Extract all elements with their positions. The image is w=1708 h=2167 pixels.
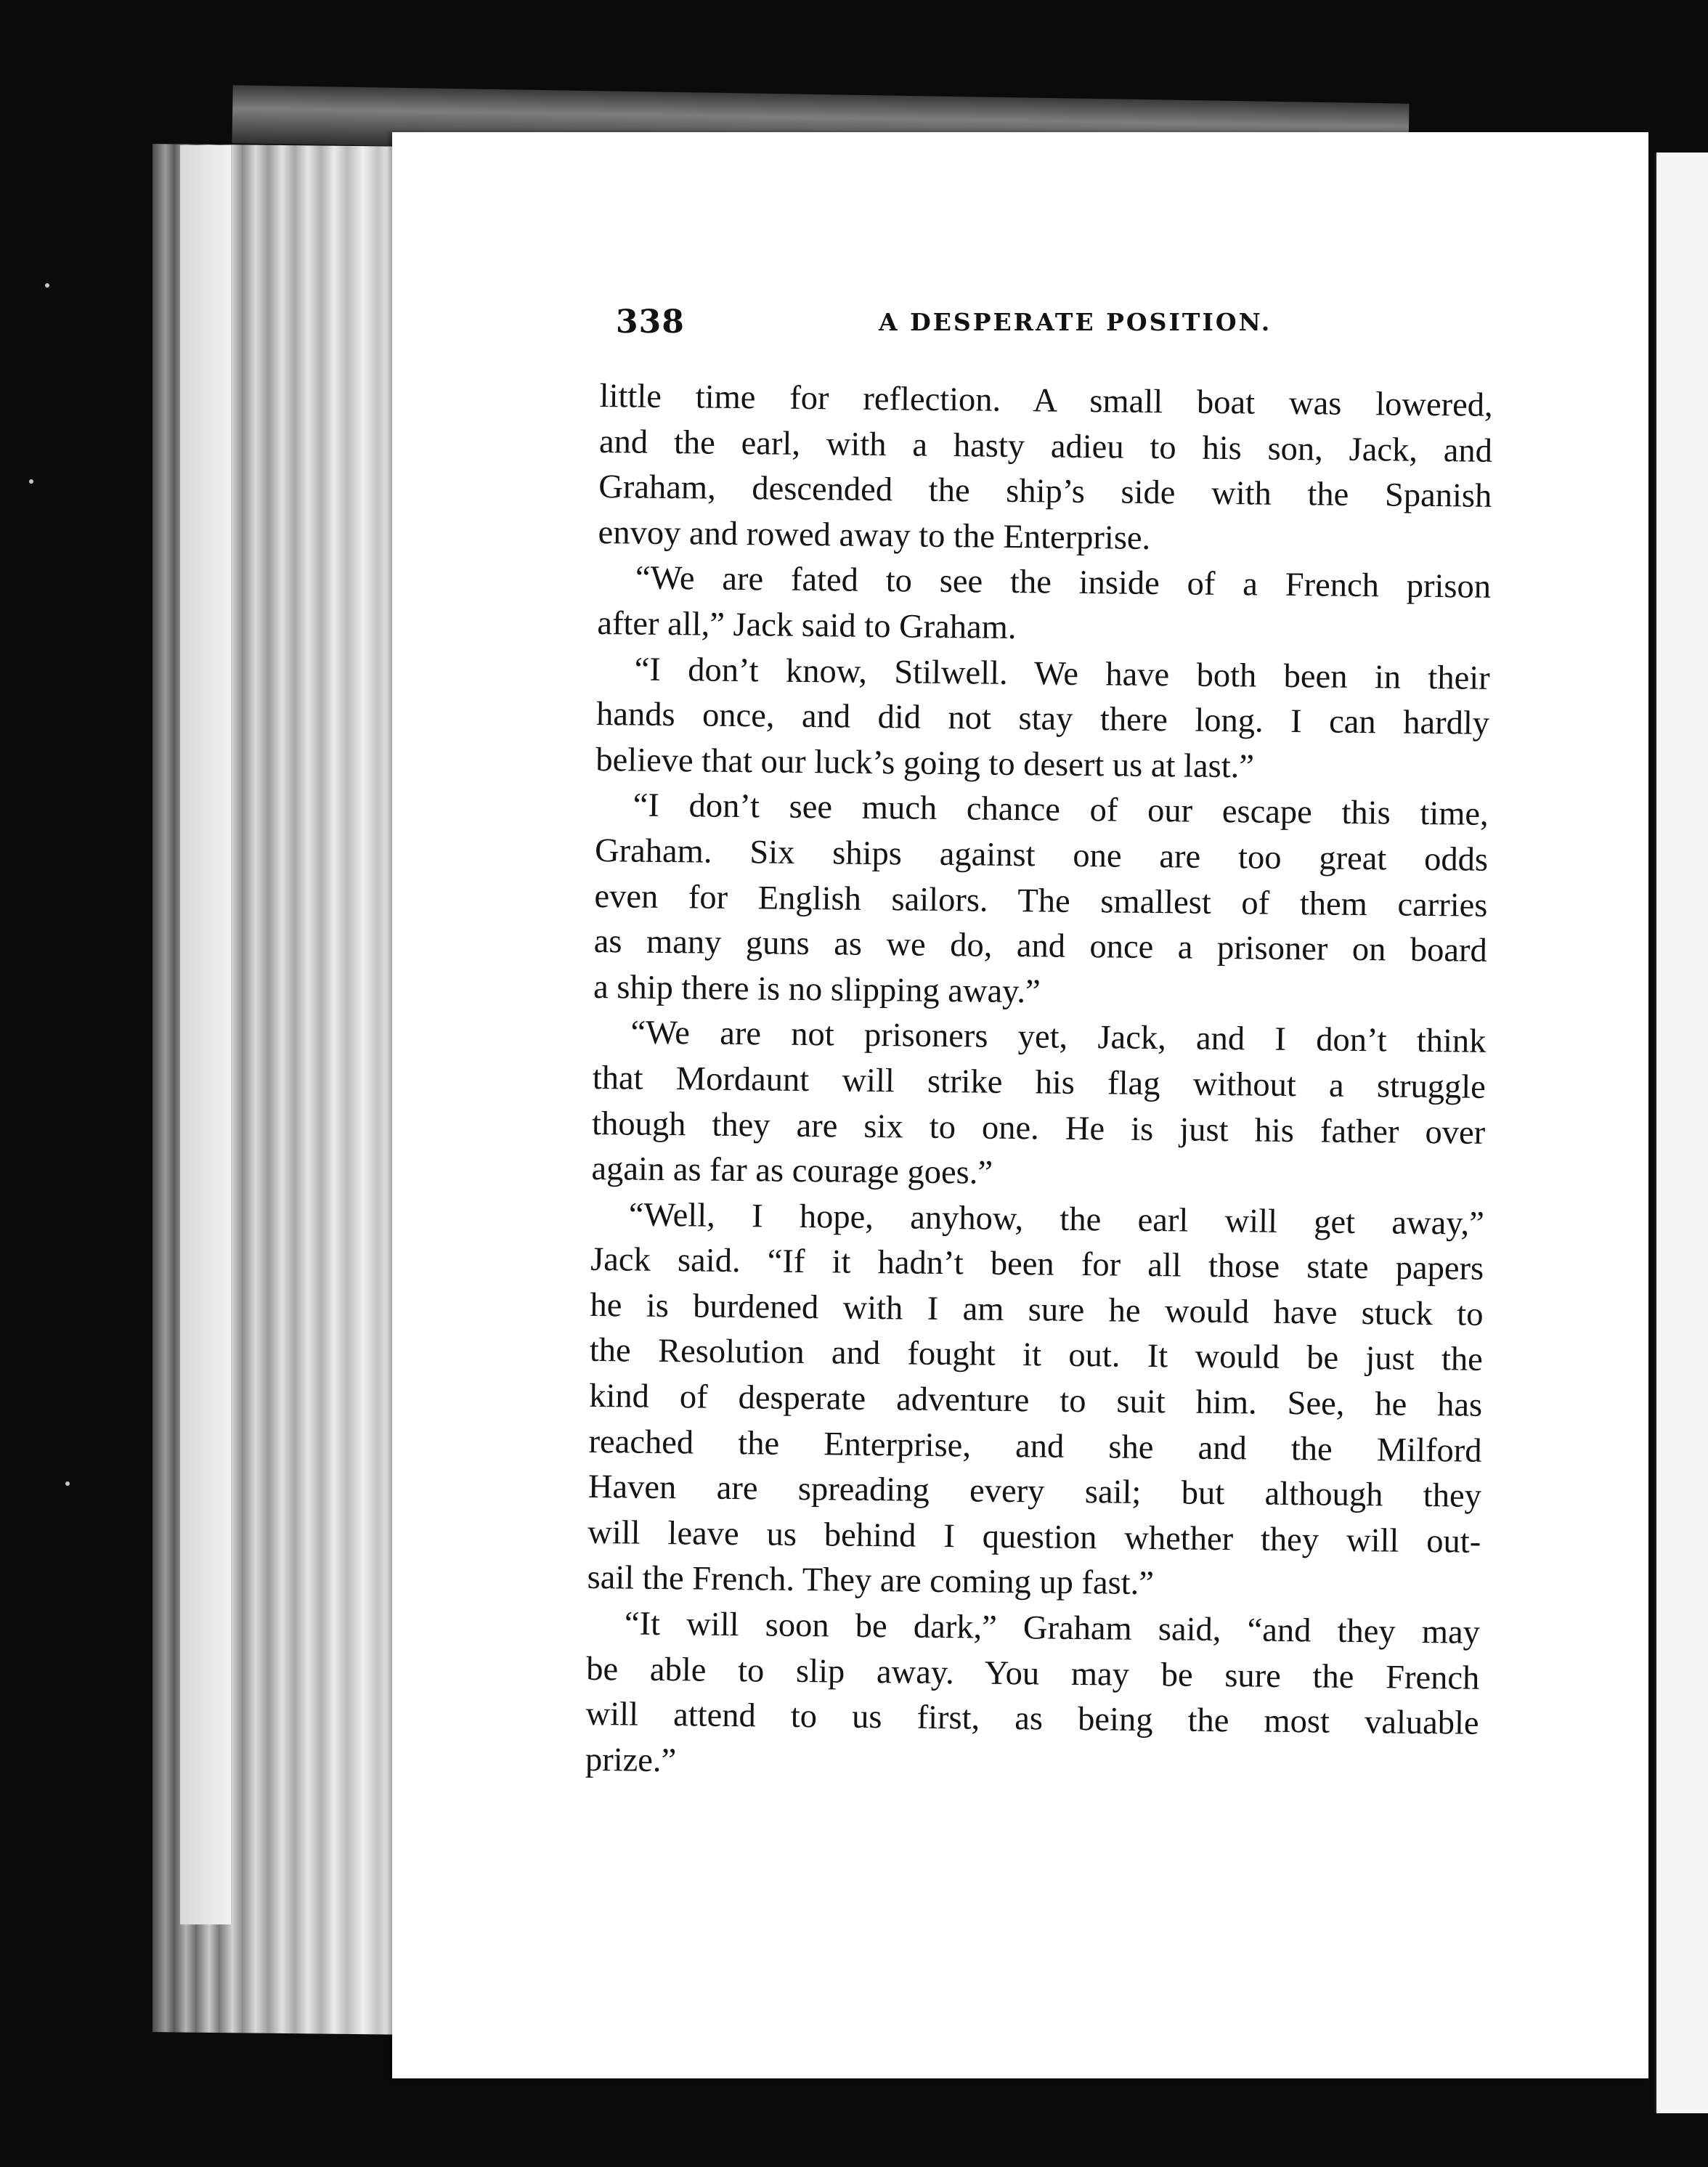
text-line: Jack said. “If it hadn’t been for all those state papers xyxy=(590,1241,1484,1288)
page-number: 338 xyxy=(616,304,685,341)
text-line: Haven are spreading every sail; but although they xyxy=(587,1468,1482,1516)
text-line: a ship there is no slipping away.” xyxy=(593,968,1041,1011)
text-line: again as far as courage goes.” xyxy=(591,1150,993,1192)
dust-speck xyxy=(65,1481,70,1486)
text-line: though they are six to one. He is just his father over xyxy=(591,1105,1486,1152)
text-line: even for English sailors. The smallest of them carries xyxy=(594,877,1488,924)
text-line: “I don’t see much chance of our escape this time, xyxy=(633,786,1489,834)
facing-page-edge xyxy=(1654,153,1708,2113)
text-line: as many guns as we do, and once a prisoner on board xyxy=(593,923,1488,969)
text-line: “We are not prisoners yet, Jack, and I don’t think xyxy=(630,1014,1487,1061)
book-cover-edge xyxy=(180,145,231,1924)
text-line: the Resolution and fought it out. It would be just the xyxy=(589,1332,1484,1379)
text-line: “It will soon be dark,” Graham said, “and they may xyxy=(624,1605,1481,1651)
text-line: prize.” xyxy=(585,1741,677,1780)
text-line: after all,” Jack said to Graham. xyxy=(597,604,1017,646)
text-line: that Mordaunt will strike his flag without a struggle xyxy=(592,1059,1487,1106)
page-header xyxy=(616,304,1480,347)
dust-speck xyxy=(29,479,33,484)
text-line: sail the French. They are coming up fast.” xyxy=(587,1559,1155,1603)
text-line: “Well, I hope, anyhow, the earl will get away,” xyxy=(628,1196,1485,1243)
text-line: reached the Enterprise, and she and the Milford xyxy=(588,1423,1482,1470)
dust-speck xyxy=(45,283,49,288)
text-line: Graham, descended the ship’s side with the Spanish xyxy=(598,468,1492,516)
text-line: little time for reflection. A small boat was lowered, xyxy=(599,377,1493,424)
text-line: kind of desperate adventure to suit him. See, he has xyxy=(588,1377,1483,1424)
text-line: hands once, and did not stay there long. I can hardly xyxy=(595,696,1490,743)
text-line: be able to slip away. You may be sure the French xyxy=(586,1650,1480,1697)
running-head: A DESPERATE POSITION. xyxy=(879,308,1272,336)
text-line: “We are fated to see the inside of a French prison xyxy=(635,559,1492,606)
text-line: Graham. Six ships against one are too great odds xyxy=(594,832,1489,879)
text-line: envoy and rowed away to the Enterprise. xyxy=(598,513,1151,557)
body-text xyxy=(585,374,1493,1792)
text-line: will attend to us first, as being the most valuable xyxy=(585,1696,1479,1742)
text-line: and the earl, with a hasty adieu to his son, Jack, and xyxy=(598,423,1493,470)
text-line: believe that our luck’s going to desert us at last.” xyxy=(595,741,1255,786)
text-line: “I don’t know, Stilwell. We have both been in their xyxy=(634,651,1490,697)
text-line: will leave us behind I question whether they will out- xyxy=(587,1513,1481,1561)
text-line: he is burdened with I am sure he would have stuck to xyxy=(590,1286,1484,1333)
